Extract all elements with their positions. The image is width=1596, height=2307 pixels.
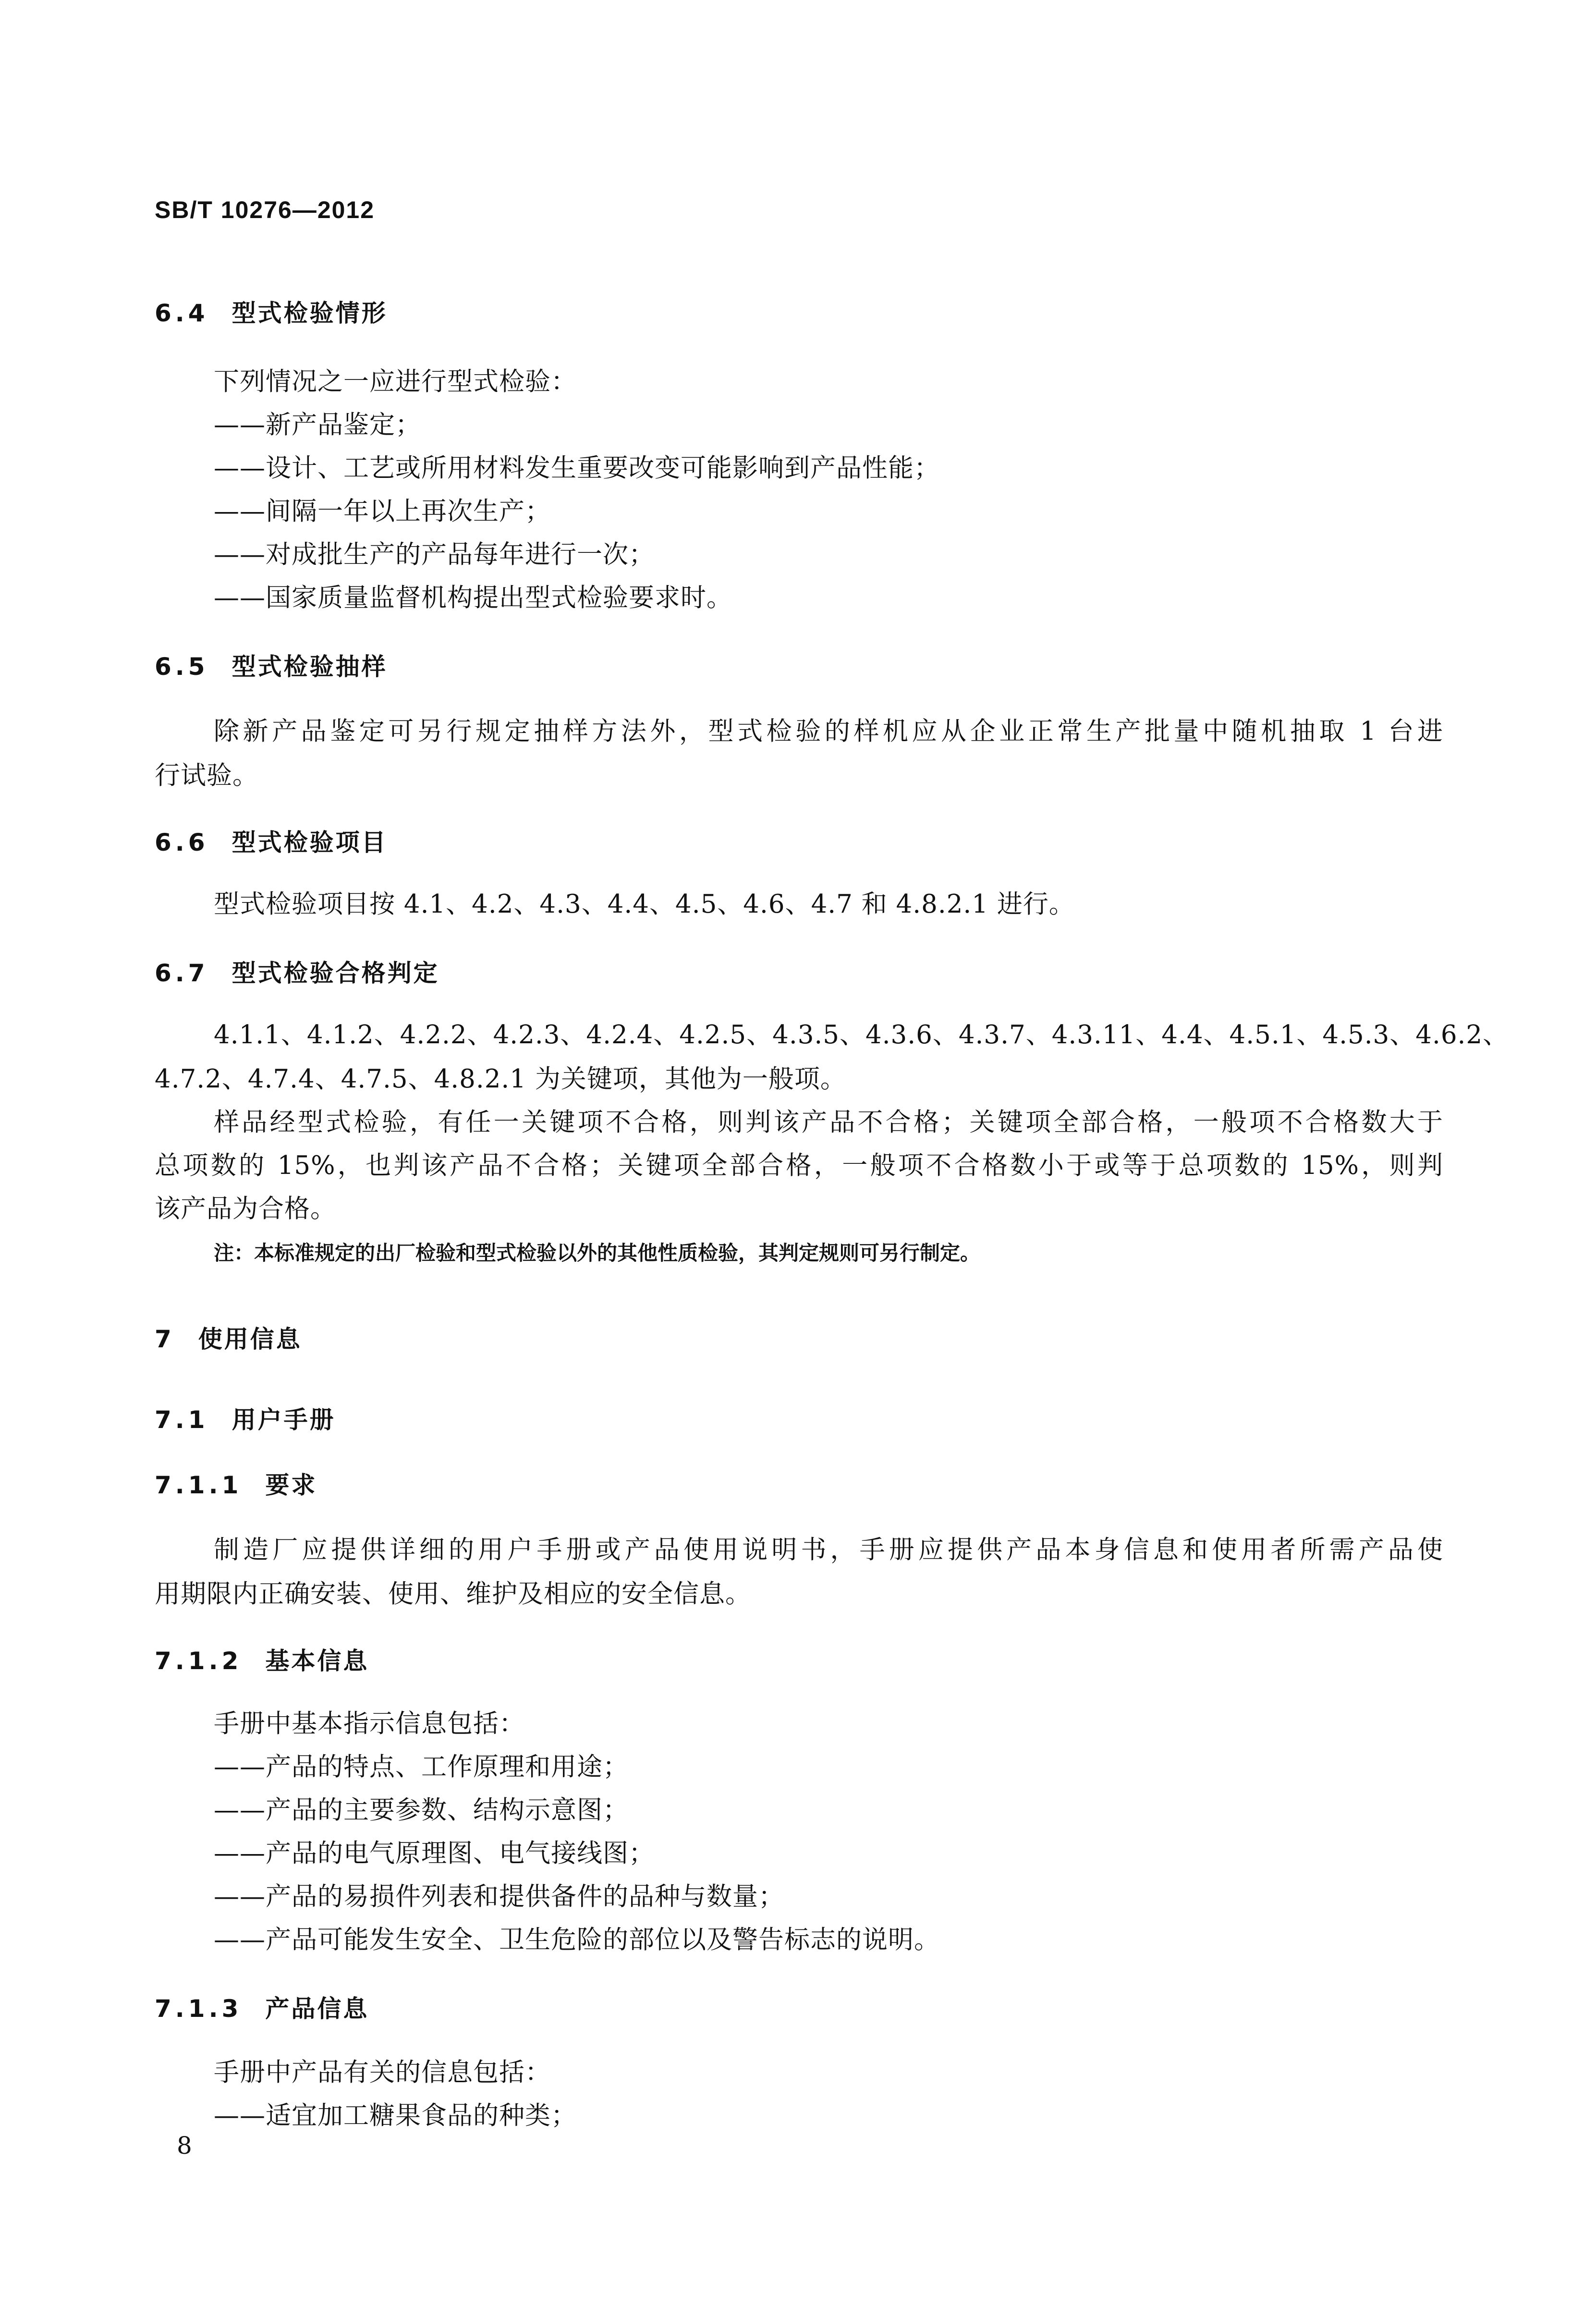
key-items-line: 4.1.1、4.1.2、4.2.2、4.2.3、4.2.4、4.2.5、4.3.5、4.3.6、4.3.7、4.3.11、4.4、4.5.1、4.5.3、4.6.2、	[214, 1020, 1509, 1050]
page-number: 8	[177, 2132, 192, 2160]
section-7-heading	[155, 1320, 302, 1355]
list-item: ——对成批生产的产品每年进行一次；	[214, 540, 655, 569]
section-number: 7.1.3	[155, 1995, 243, 2023]
section-title: 要求	[265, 1471, 317, 1499]
note: 注：本标准规定的出厂检验和型式检验以外的其他性质检验，其判定规则可另行制定。	[214, 1241, 981, 1265]
section-6-7-heading	[155, 954, 439, 989]
section-number: 6.7	[155, 959, 209, 987]
section-6-4-heading	[155, 294, 388, 329]
list-item: ——新产品鉴定；	[214, 410, 421, 439]
judgement-rule-line: 样品经型式检验，有任一关键项不合格，则判该产品不合格；关键项全部合格，一般项不合格数大于	[214, 1108, 1443, 1137]
list-item: ——产品的主要参数、结构示意图；	[214, 1795, 629, 1825]
section-7-1-2-heading	[155, 1642, 369, 1676]
section-title: 型式检验项目	[231, 829, 388, 856]
section-6-6-heading	[155, 823, 388, 858]
section-title: 基本信息	[265, 1647, 369, 1675]
section-number: 6.5	[155, 653, 209, 681]
key-items-line: 4.7.2、4.7.4、4.7.5、4.8.2.1 为关键项，其他为一般项。	[155, 1064, 846, 1094]
section-7-1-1-text-line: 制造厂应提供详细的用户手册或产品使用说明书，手册应提供产品本身信息和使用者所需产品使	[214, 1535, 1443, 1564]
list-item: ——间隔一年以上再次生产；	[214, 497, 551, 526]
section-7-1-3-heading	[155, 1990, 369, 2024]
list-item: ——适宜加工糖果食品的种类；	[214, 2101, 577, 2130]
list-item: ——国家质量监督机构提出型式检验要求时。	[214, 583, 732, 612]
section-6-5-text-line: 除新产品鉴定可另行规定抽样方法外，型式检验的样机应从企业正常生产批量中随机抽取 1 台进	[214, 717, 1443, 746]
section-number: 6.6	[155, 829, 209, 856]
section-title: 产品信息	[265, 1995, 369, 2023]
section-number: 7.1.1	[155, 1471, 243, 1499]
section-6-5-heading	[155, 647, 388, 682]
section-6-5-text-line: 行试验。	[155, 761, 258, 790]
section-7-1-1-heading	[155, 1466, 317, 1501]
standard-code: SB/T 10276—2012	[155, 196, 375, 223]
list-item: ——产品的易损件列表和提供备件的品种与数量；	[214, 1882, 784, 1911]
section-number: 7.1	[155, 1406, 209, 1434]
list-item: ——产品的电气原理图、电气接线图；	[214, 1839, 655, 1868]
section-6-4-intro: 下列情况之一应进行型式检验：	[214, 367, 577, 396]
list-item: ——产品的特点、工作原理和用途；	[214, 1752, 629, 1782]
section-7-1-1-text-line: 用期限内正确安装、使用、维护及相应的安全信息。	[155, 1579, 751, 1609]
section-7-1-3-intro: 手册中产品有关的信息包括：	[214, 2058, 551, 2087]
section-7-1-heading	[155, 1401, 336, 1435]
section-6-6-text: 型式检验项目按 4.1、4.2、4.3、4.4、4.5、4.6、4.7 和 4.8.2.1 进行。	[214, 890, 1075, 919]
section-7-1-2-intro: 手册中基本指示信息包括：	[214, 1709, 525, 1738]
section-number: 6.4	[155, 299, 209, 327]
section-number: 7	[155, 1325, 175, 1353]
judgement-rule-line: 总项数的 15%，也判该产品不合格；关键项全部合格，一般项不合格数小于或等于总项数的 15%，则判	[155, 1151, 1443, 1180]
section-title: 型式检验合格判定	[231, 959, 439, 987]
section-title: 型式检验抽样	[231, 653, 388, 681]
judgement-rule-line: 该产品为合格。	[155, 1194, 336, 1223]
section-title: 型式检验情形	[231, 299, 388, 327]
list-item: ——产品可能发生安全、卫生危险的部位以及警告标志的说明。	[214, 1925, 940, 1954]
section-title: 用户手册	[231, 1406, 336, 1434]
list-item: ——设计、工艺或所用材料发生重要改变可能影响到产品性能；	[214, 453, 940, 483]
section-title: 使用信息	[198, 1325, 302, 1353]
section-number: 7.1.2	[155, 1647, 243, 1675]
